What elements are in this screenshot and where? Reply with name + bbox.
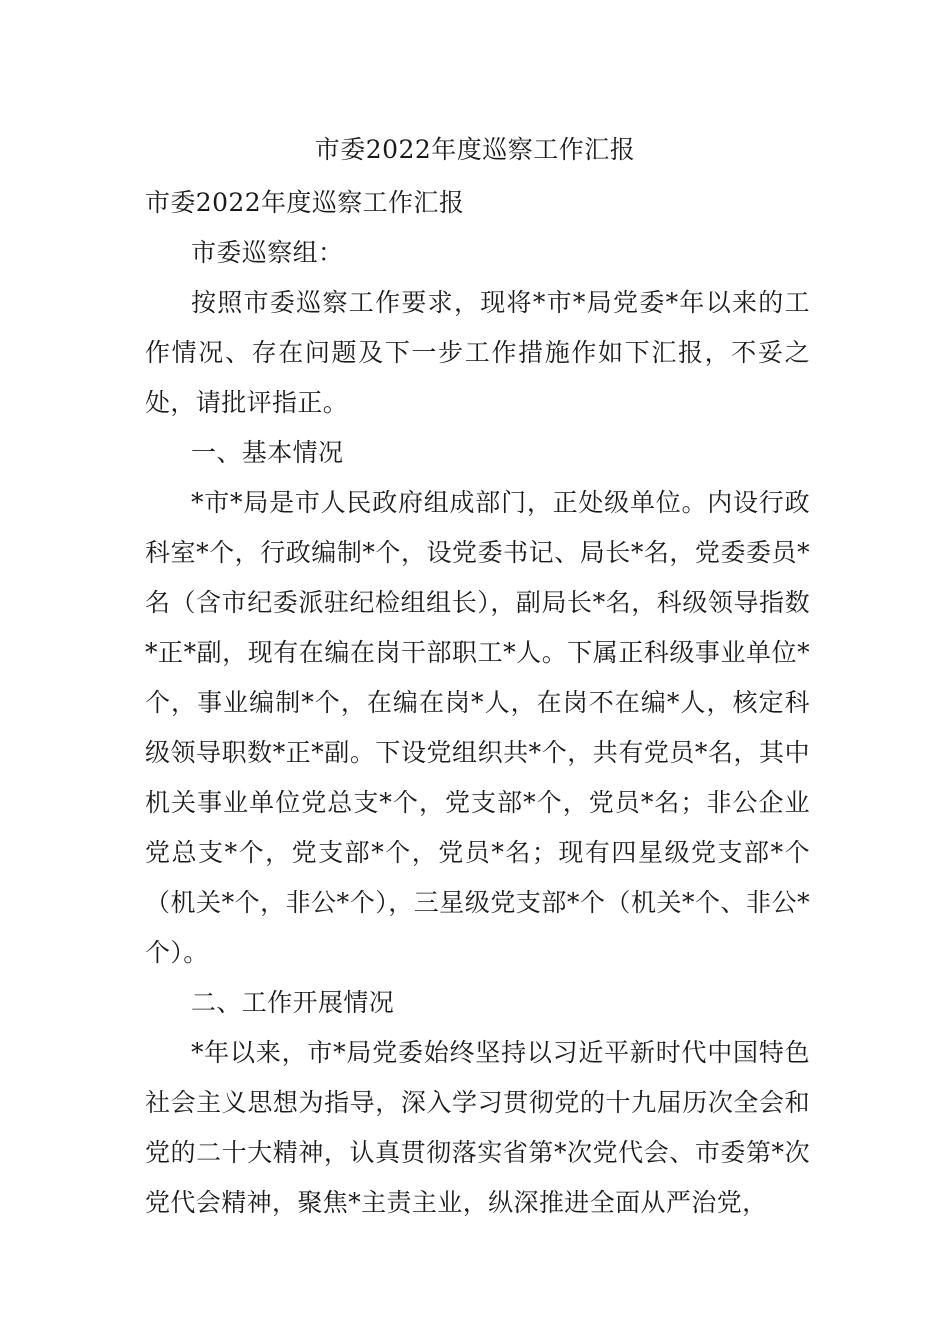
- section-heading-basic-info: 一、基本情况: [191, 438, 344, 467]
- document-title: 市委2022年度巡察工作汇报: [314, 135, 636, 164]
- basic-info-paragraph: *市*局是市人民政府组成部门，正处级单位。内设行政科室*个，行政编制*个，设党委书记、局长*名，党委委员*名（含市纪委派驻纪检组组长），副局长*名，科级领导指数*正*副，现有在编在岗干部职工*人。下属正科级事业单位*个，事业编制*个，在编在岗*人，在岗不在编*人，核定科级领导职数*正*副。下设党组织共*个，共有党员*名，其中机关事业单位党总支*个，党支部*个，党员*名；非公企业党总支*个，党支部*个，党员*名；现有四星级党支部*个（机关*个，非公*个），三星级党支部*个（机关*个、非公*个）。: [145, 488, 810, 967]
- document-body: [145, 178, 810, 1228]
- salutation: 市委巡察组：: [191, 238, 344, 267]
- work-progress-paragraph: *年以来，市*局党委始终坚持以习近平新时代中国特色社会主义思想为指导，深入学习贯彻党的十九届历次全会和党的二十大精神，认真贯彻落实省第*次党代会、市委第*次党代会精神，聚焦*主责主业，纵深推进全面从严治党，: [145, 1038, 810, 1217]
- intro-paragraph: 按照市委巡察工作要求，现将*市*局党委*年以来的工作情况、存在问题及下一步工作措施作如下汇报，不妥之处，请批评指正。: [145, 288, 810, 417]
- document-subtitle: 市委2022年度巡察工作汇报: [145, 188, 465, 217]
- section-heading-work-progress: 二、工作开展情况: [191, 988, 395, 1017]
